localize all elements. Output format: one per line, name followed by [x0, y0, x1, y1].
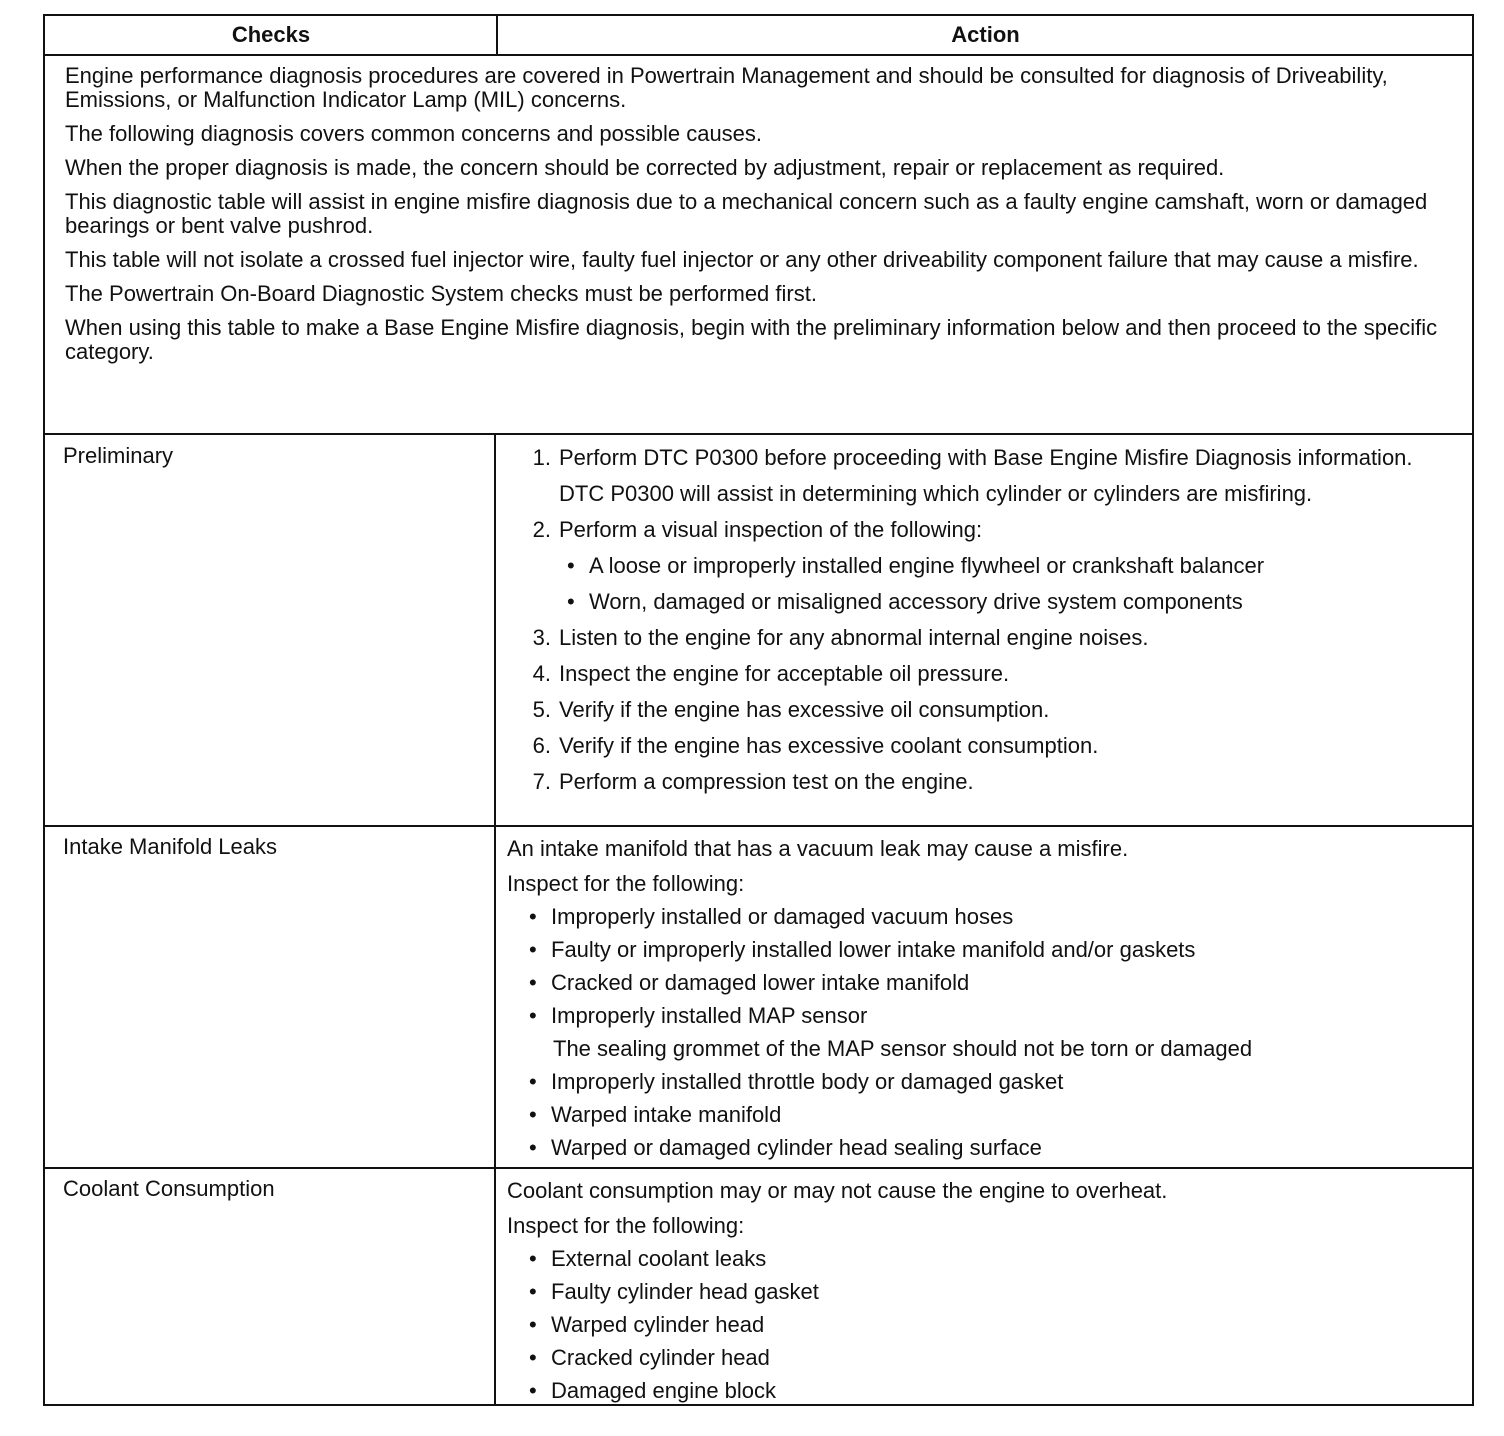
- bullet-text: Improperly installed throttle body or damaged gasket: [551, 1069, 1064, 1094]
- action-coolant-consumption: [507, 1179, 1442, 1403]
- intro-paragraph: This diagnostic table will assist in engine misfire diagnosis due to a mechanical concern such as a faulty engine camshaft, worn or damaged bearings or bent valve pushrod.: [65, 189, 1428, 238]
- step-number: 6.: [532, 733, 551, 758]
- step-number: 4.: [532, 661, 551, 686]
- bullet-item: [507, 1136, 1442, 1160]
- action-inspect: Inspect for the following:: [507, 1213, 745, 1238]
- intro-rule: [45, 433, 1472, 435]
- body-column-divider: [494, 435, 496, 1404]
- row-rule: [45, 825, 1472, 827]
- step-number: 1.: [532, 445, 551, 470]
- bullet-text: Faulty or improperly installed lower intake manifold and/or gaskets: [551, 937, 1196, 962]
- header-rule: [45, 54, 1472, 56]
- bullet-icon: •: [529, 970, 537, 995]
- intro-paragraph: The Powertrain On-Board Diagnostic System checks must be performed first.: [65, 281, 817, 306]
- bullet-item: [507, 1313, 1442, 1337]
- step-item: [517, 698, 1442, 722]
- bullet-icon: •: [529, 1003, 537, 1028]
- bullet-icon: •: [529, 1345, 537, 1370]
- header-divider: [496, 16, 498, 54]
- bullet-text: Warped intake manifold: [551, 1102, 782, 1127]
- bullet-text: Cracked or damaged lower intake manifold: [551, 970, 970, 995]
- bullet-item: [507, 905, 1442, 929]
- bullet-item: [507, 1103, 1442, 1127]
- step-number: 2.: [532, 517, 551, 542]
- bullet-item: [507, 1004, 1442, 1028]
- bullet-text: External coolant leaks: [551, 1246, 767, 1271]
- bullet-note: The sealing grommet of the MAP sensor should not be torn or damaged: [553, 1036, 1253, 1061]
- check-coolant-consumption: Coolant Consumption: [63, 1176, 275, 1201]
- bullet-icon: •: [529, 1378, 537, 1403]
- bullet-item: [507, 1379, 1442, 1403]
- step-text: Verify if the engine has excessive oil consumption.: [559, 697, 1050, 722]
- step-text: Perform a visual inspection of the following:: [559, 517, 983, 542]
- step-item: [517, 626, 1442, 650]
- bullet-icon: •: [529, 1246, 537, 1271]
- bullet-item: [517, 554, 1442, 578]
- step-text: Perform DTC P0300 before proceeding with Base Engine Misfire Diagnosis information.: [559, 445, 1413, 470]
- bullet-item: [517, 590, 1442, 614]
- action-lead: Coolant consumption may or may not cause the engine to overheat.: [507, 1178, 1168, 1203]
- step-item: [517, 518, 1442, 542]
- bullet-text: A loose or improperly installed engine flywheel or crankshaft balancer: [589, 553, 1265, 578]
- bullet-text: Faulty cylinder head gasket: [551, 1279, 819, 1304]
- bullet-icon: •: [529, 1135, 537, 1160]
- step-note: DTC P0300 will assist in determining which cylinder or cylinders are misfiring.: [559, 481, 1313, 506]
- column-header-action: Action: [951, 22, 1020, 47]
- bullet-item: [507, 938, 1442, 962]
- step-item: [517, 770, 1442, 794]
- bullet-item: [507, 1070, 1442, 1094]
- bullet-text: Improperly installed or damaged vacuum hoses: [551, 904, 1014, 929]
- bullet-icon: •: [529, 1069, 537, 1094]
- step-text: Verify if the engine has excessive coolant consumption.: [559, 733, 1099, 758]
- diagnosis-table: [43, 14, 1474, 1406]
- bullet-icon: •: [567, 553, 575, 578]
- intro-paragraph: The following diagnosis covers common concerns and possible causes.: [65, 121, 763, 146]
- intro-paragraph: Engine performance diagnosis procedures are covered in Powertrain Management and should be consulted for diagnosis of Driveability, Emissions, or Malfunction Indicator Lamp (MIL) concerns.: [65, 63, 1388, 112]
- check-preliminary: Preliminary: [63, 443, 174, 468]
- step-item: [517, 662, 1442, 686]
- bullet-item: [507, 1280, 1442, 1304]
- bullet-text: Cracked cylinder head: [551, 1345, 770, 1370]
- step-text: Inspect the engine for acceptable oil pressure.: [559, 661, 1010, 686]
- step-text: Listen to the engine for any abnormal internal engine noises.: [559, 625, 1149, 650]
- action-lead: An intake manifold that has a vacuum leak may cause a misfire.: [507, 836, 1129, 861]
- column-header-checks: Checks: [231, 22, 311, 47]
- bullet-icon: •: [529, 1279, 537, 1304]
- bullet-item: [507, 971, 1442, 995]
- bullet-icon: •: [529, 1312, 537, 1337]
- intro-section: [65, 64, 1448, 374]
- bullet-icon: •: [529, 937, 537, 962]
- bullet-text: Warped or damaged cylinder head sealing surface: [551, 1135, 1042, 1160]
- step-text: Perform a compression test on the engine.: [559, 769, 974, 794]
- step-item: [517, 446, 1442, 470]
- intro-paragraph: When the proper diagnosis is made, the concern should be corrected by adjustment, repair or replacement as required.: [65, 155, 1225, 180]
- bullet-icon: •: [529, 1102, 537, 1127]
- bullet-item: [507, 1247, 1442, 1271]
- bullet-item: [507, 1346, 1442, 1370]
- bullet-text: Warped cylinder head: [551, 1312, 765, 1337]
- bullet-icon: •: [529, 904, 537, 929]
- step-number: 5.: [532, 697, 551, 722]
- intro-paragraph: When using this table to make a Base Engine Misfire diagnosis, begin with the preliminary information below and then proceed to the specific category.: [65, 315, 1438, 364]
- step-number: 7.: [532, 769, 551, 794]
- check-intake-manifold-leaks: Intake Manifold Leaks: [63, 834, 278, 859]
- action-preliminary: [517, 446, 1442, 794]
- action-intake-manifold-leaks: [507, 837, 1442, 1160]
- bullet-icon: •: [567, 589, 575, 614]
- bullet-text: Worn, damaged or misaligned accessory drive system components: [589, 589, 1243, 614]
- action-inspect: Inspect for the following:: [507, 871, 745, 896]
- bullet-text: Improperly installed MAP sensor: [551, 1003, 868, 1028]
- step-item: [517, 734, 1442, 758]
- row-rule: [45, 1167, 1472, 1169]
- intro-paragraph: This table will not isolate a crossed fuel injector wire, faulty fuel injector or any other driveability component failure that may cause a misfire.: [65, 247, 1419, 272]
- step-number: 3.: [532, 625, 551, 650]
- bullet-text: Damaged engine block: [551, 1378, 777, 1403]
